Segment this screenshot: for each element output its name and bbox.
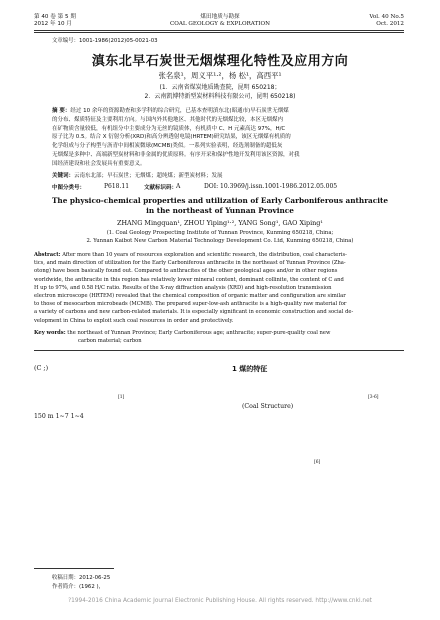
abstract-en-line: electron microscope (HRTEM) revealed that the chemical composition of organic matter and configuration are similar [34,293,346,300]
volume-issue-en: Vol. 40 No.5 [369,14,404,20]
affiliation-en-1: (1. Coal Geology Prospecting Institute of Yunnan Province, Kunming 650218, China; [106,230,334,236]
affiliation-cn-2: 2．云南凯博特新型炭材料科技有限公司，昆明 650218) [144,93,296,100]
keywords-en-label: Key words: [34,330,66,336]
abstract-en-line: tics, and main direction of utilization for the Early Carboniferous anthracite in the northeast of Yunnan Province (Zha- [34,260,346,267]
title-en-line-1: The physico-chemical properties and utilization of Early Carboniferous anthracite [52,196,388,205]
abstract-en-line: otong) have been basically found out. Compared to anthracites of the other geological ages and/or in other regions [34,268,338,275]
class-no: P618.11 [104,183,130,190]
footnote-rule [34,568,114,569]
keywords-cn-text: 云南东北部；早石炭世；无烟煤；超纯煤；新型炭材料；发展 [74,173,223,179]
title-en-line-2: in the northeast of Yunnan Province [146,206,294,215]
date-cn: 2012 年 10 月 [34,21,72,27]
journal-name-cn: 煤田地质与勘探 [200,14,240,20]
footnote-received: 收稿日期：2012-06-25 [52,575,111,581]
article-id: 文章编号：1001-1986(2012)05-0021-03 [52,38,158,44]
abstract-cn-line: 在矿物质含量较低，有机组分中主要成分为无丝的镜质体，有机质中 C、H 元素高达 97%，H/C [52,125,286,132]
keywords-en-line: carbon material; carbon [78,338,142,344]
keywords-en [34,329,410,345]
affiliation-cn-1: (1．云南省煤炭地质勘查院，昆明 650218； [159,84,281,91]
header-rule-2 [34,32,404,33]
abstract-cn-line: 国经济建设和社会发展具有重要意义。 [52,160,146,167]
body-ref-1: [1] [118,395,125,400]
abstract-cn-line: 化学组成与分子构型与沥青中间相炭微球(MCMB)类似。一系列实验表明，经选剂制备的超低灰 [52,143,283,150]
volume-issue-cn: 第 40 卷 第 5 期 [34,14,76,20]
abstract-en-label: Abstract: [34,252,61,258]
doc-code-label: 文献标识码： [144,185,178,191]
doc-code: A [176,183,181,190]
abstract-cn-line: 经过 10 余年的资源勘查和多学科的综合研究，已基本查明滇东北(昭通市)早石炭世无烟煤 [70,108,289,114]
abstract-en-line: to those of mesocarbon microbeads (MCMB). The prepared super-low-ash anthracite is a high-quality raw material for [34,301,347,308]
keywords-cn [52,171,223,179]
abstract-en-line: worldwide, the anthracite in this region has relatively lower mineral content, dominant collinite, the content of C and [34,276,344,283]
authors-en: ZHANG Mingquan¹, ZHOU Yiping¹·², YANG Song¹, GAO Xiping¹ [117,219,323,227]
journal-name-en: COAL GEOLOGY & EXPLORATION [170,21,270,27]
abstract-en-line: a variety of carbons and new carbon-related materials. It is especially significant in economic construction and social de- [34,309,354,316]
footnote-author: 作者简介：(1962 )， [52,584,104,590]
abstract-en-line: velopment in China to exploit such coal resources in order and protectively. [34,317,234,324]
date-en: Oct. 2012 [376,21,404,27]
section-rule [34,350,404,351]
abstract-cn-line: 无烟煤是多种中、高端新型炭材料和非金属的优质原料。有序开采和保护性地开发利用该区资源，对我 [52,151,300,158]
abstract-en [34,251,410,325]
abstract-en-line: H up to 97%, and 0.58 H/C ratio. Results of the X-ray diffraction analysis (XRD) and high-resolution transmission [34,284,332,291]
class-no-label: 中图分类号： [52,185,86,191]
header-rule [34,30,404,31]
abstract-cn-line: 的分布、煤质特征及主要利用方向。与国内外其他地区、其他时代的无烟煤比较，本区无烟煤内 [52,116,284,123]
body-fragment-left-1: (C ;) [34,364,49,372]
keywords-cn-label: 关键词： [52,173,75,179]
body-fragment-right-1: (Coal Structure) [242,403,294,410]
section-heading: 1 煤的特征 [232,365,268,373]
abstract-cn [52,107,392,169]
title-cn: 滇东北早石炭世无烟煤理化特性及应用方向 [91,54,349,69]
abstract-en-line: After more than 10 years of resources exploration and scientific research, the distribution, coal characteris- [62,252,347,258]
body-fragment-left-2: 150 m 1~7 1~4 [34,413,84,420]
copyright-footer: ?1994-2016 China Academic Journal Electronic Publishing House. All rights reserved. http://www.cnki.net [68,598,372,604]
authors-cn: 张名泉¹，周义平¹·²，杨 松¹，高西平¹ [158,71,282,80]
abstract-cn-line: 原子比为 0.5。结合 X 衍射分析(XRD)和高分辨透射电镜(HRTEM)研究结果，该区无烟煤有机质的 [52,134,291,141]
body-ref-3: [6] [314,460,321,465]
keywords-en-line: the northeast of Yunnan Province; Early Carboniferous age; anthracite; super-pure-quality coal new [67,330,331,336]
abstract-cn-label: 摘 要： [52,108,71,114]
affiliation-en-2: 2. Yunnan Kaibot New Carbon Material Technology Development Co. Ltd, Kunming 650218, China) [86,238,354,244]
body-ref-2: [3-6] [368,395,379,400]
doi: DOI: 10.3969/j.issn.1001-1986.2012.05.005 [204,183,338,190]
